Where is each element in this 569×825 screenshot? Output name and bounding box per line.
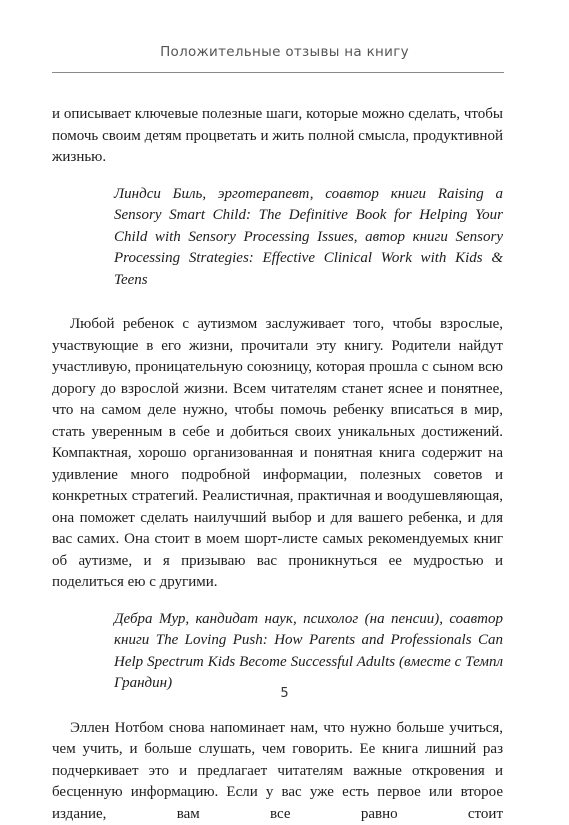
quote-attribution: Линдси Биль, эрготерапевт, соавтор книги Raising a Sensory Smart Child: The Definitive Book for Helping Your Child with Sensory Processing Issues, автор книги Sensory Processing Strategies: Effective Clinical Work with Kids & Teens	[114, 184, 503, 292]
page-number: 5	[0, 686, 569, 701]
running-head: Положительные отзывы на книгу	[0, 44, 569, 60]
paragraph-review: Эллен Нотбом снова напоминает нам, что нужно больше учиться, чем учить, и больше слушать, чем говорить. Ее книга лишний раз подчеркивает это и предлагает читателям важные откровения и бесценную информацию. Если у вас уже есть первое или второе издание, вам все равно стоит	[52, 718, 503, 825]
quote-attribution: Дебра Мур, кандидат наук, психолог (на пенсии), соавтор книги The Loving Push: How Parents and Professionals Can Help Spectrum Kids Become Successful Adults (вместе с Темпл Грандин)	[114, 609, 503, 695]
paragraph-continuation: и описывает ключевые полезные шаги, которые можно сделать, чтобы помочь своим детям процветать и жить полной смысла, продуктивной жизнью.	[52, 104, 503, 169]
page-body	[52, 104, 503, 825]
header-divider	[52, 72, 504, 73]
paragraph-review: Любой ребенок с аутизмом заслуживает того, чтобы взрослые, участвующие в его жизни, прочитали эту книгу. Родители найдут участливую, проницательную союзницу, которая прошла с сыном всю дорогу до взрослой жизни. Всем читателям станет яснее и понятнее, что на самом деле нужно, чтобы помочь ребенку вписаться в мир, стать уверенным в себе и добиться своих уникальных достижений. Компактная, хорошо организованная и понятная книга содержит на удивление много подробной информации, полезных советов и конкретных стратегий. Реалистичная, практичная и воодушевляющая, она поможет сделать наилучший выбор и для вашего ребенка, и для вас самих. Она стоит в моем шорт-листе самых рекомендуемых книг об аутизме, и я призываю вас проникнуться ее мудростью и поделиться ею с другими.	[52, 314, 503, 594]
